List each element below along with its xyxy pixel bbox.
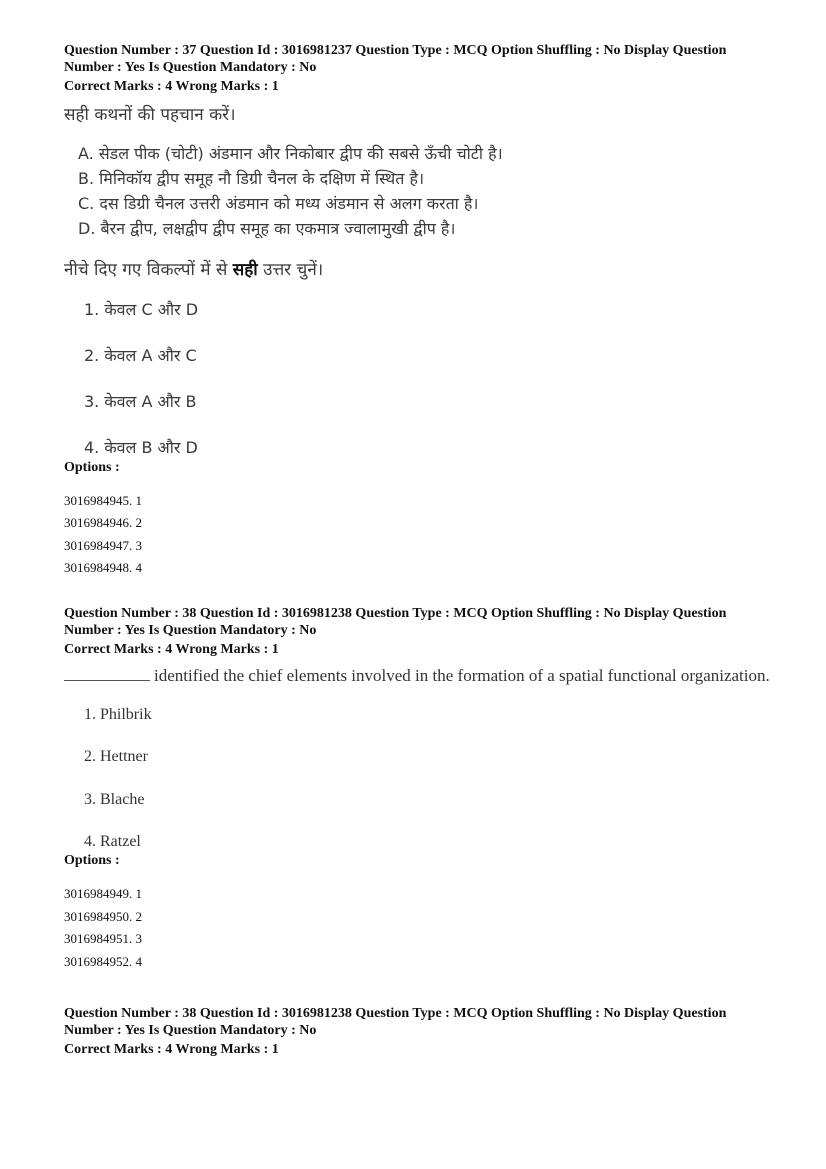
answer-choice: 2. केवल A और C: [84, 345, 197, 365]
answer-choice: 1. Philbrik: [84, 705, 152, 723]
instruction-prefix: नीचे दिए गए विकल्पों में से: [64, 259, 233, 280]
option-id-row: 3016984948. 4: [64, 560, 142, 575]
answer-choice: 3. केवल A और B: [84, 391, 197, 411]
question-stem: [64, 665, 784, 686]
question-meta-line-2: Number : Yes Is Question Mandatory : No: [64, 1022, 317, 1038]
option-id-row: 3016984950. 2: [64, 908, 142, 924]
question-marks: Correct Marks : 4 Wrong Marks : 1: [64, 1042, 279, 1057]
option-id-row: 3016984951. 3: [64, 931, 142, 946]
option-id-row: 3016984949. 1: [64, 886, 142, 901]
question-meta-line-1: Question Number : 38 Question Id : 3016981238 Question Type : MCQ Option Shuffling : No Display Question: [64, 1006, 727, 1021]
instruction-suffix: उत्तर चुनें।: [257, 259, 324, 280]
choice-list: [64, 298, 784, 460]
option-id-row: 3016984945. 1: [64, 492, 142, 508]
answer-choice: 4. Ratzel: [84, 833, 141, 850]
question-meta-line-2: Number : Yes Is Question Mandatory : No: [64, 59, 317, 75]
options-label: Options :: [64, 853, 120, 868]
fill-in-blank: [64, 666, 150, 681]
answer-instruction: [64, 257, 784, 280]
option-id-list: [64, 490, 784, 580]
statement-list: [64, 141, 784, 241]
question-block: [64, 606, 784, 973]
answer-choice: 4. केवल B और D: [84, 437, 198, 457]
statement-item: C. दस डिग्री चैनल उत्तरी अंडमान को मध्य अंडमान से अलग करता है।: [78, 193, 479, 213]
statement-item: B. मिनिकॉय द्वीप समूह नौ डिग्री चैनल के दक्षिण में स्थित है।: [78, 168, 425, 188]
question-block: [64, 43, 784, 580]
options-label: Options :: [64, 459, 120, 475]
question-stem-text: identified the chief elements involved in the formation of a spatial functional organization.: [154, 665, 770, 685]
question-meta-line-1: Question Number : 37 Question Id : 3016981237 Question Type : MCQ Option Shuffling : No Display Question: [64, 43, 727, 58]
question-block: [64, 1006, 784, 1059]
instruction-emphasis: सही: [232, 259, 258, 280]
question-marks: Correct Marks : 4 Wrong Marks : 1: [64, 79, 279, 94]
question-meta-line-2: Number : Yes Is Question Mandatory : No: [64, 622, 317, 638]
statement-item: A. सेडल पीक (चोटी) अंडमान और निकोबार द्वीप की सबसे ऊँची चोटी है।: [78, 143, 503, 163]
statement-item: D. बैरन द्वीप, लक्षद्वीप द्वीप समूह का एकमात्र ज्वालामुखी द्वीप है।: [78, 218, 456, 238]
option-id-row: 3016984952. 4: [64, 953, 142, 969]
option-id-row: 3016984947. 3: [64, 537, 142, 553]
answer-choice: 3. Blache: [84, 790, 145, 808]
question-marks: Correct Marks : 4 Wrong Marks : 1: [64, 642, 279, 657]
answer-choice: 1. केवल C और D: [84, 299, 199, 319]
choice-list: [64, 704, 784, 854]
option-id-row: 3016984946. 2: [64, 515, 142, 530]
question-stem: सही कथनों की पहचान करें।: [64, 104, 236, 125]
option-id-list: [64, 883, 784, 973]
question-meta-line-1: Question Number : 38 Question Id : 3016981238 Question Type : MCQ Option Shuffling : No Display Question: [64, 606, 727, 621]
answer-choice: 2. Hettner: [84, 748, 148, 765]
